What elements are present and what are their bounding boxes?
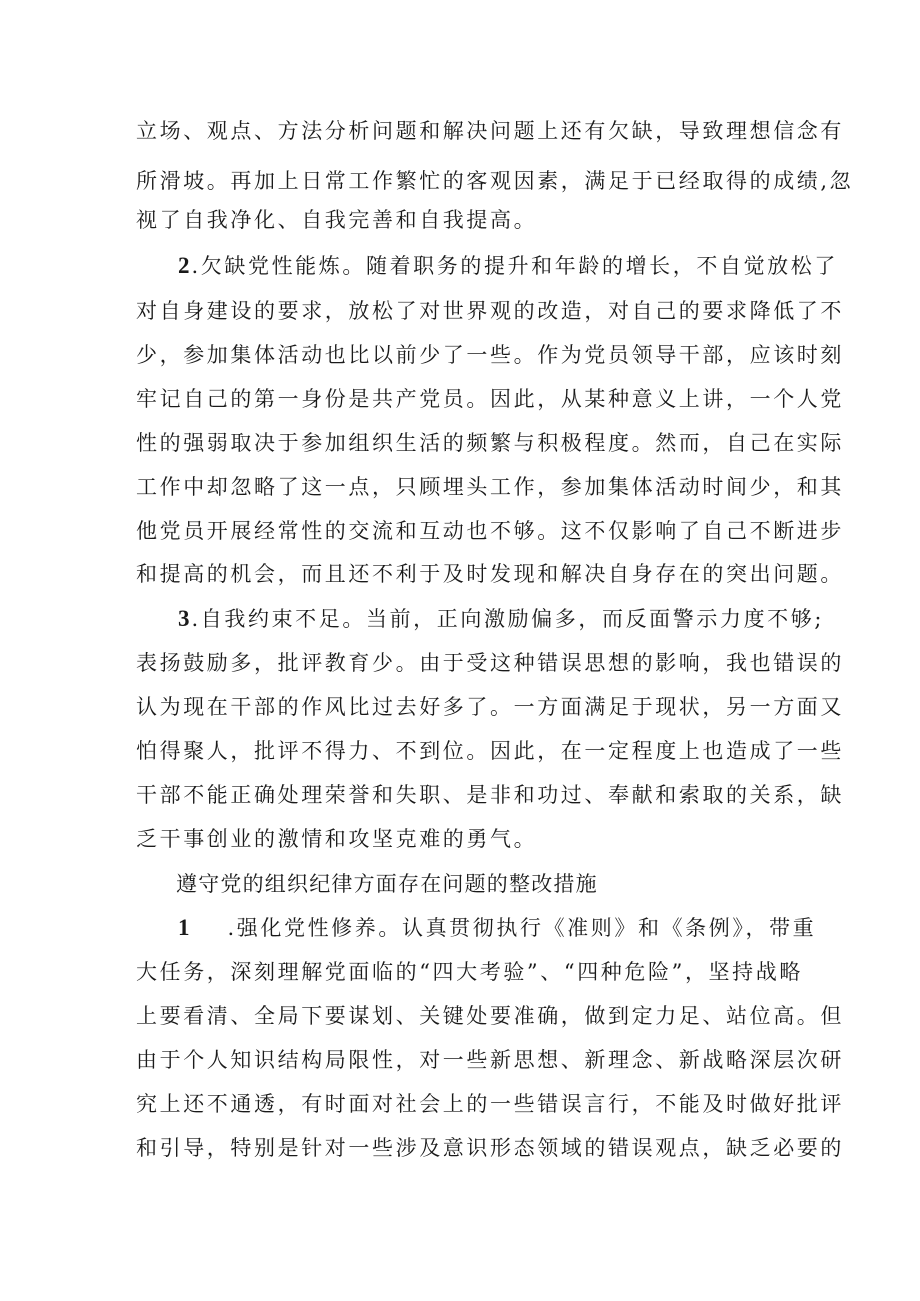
numbered-paragraph-first-line: [178, 914, 838, 942]
text-line: 性的强弱取决于参加组织生活的频繁与积极程度。然而，自己在实际: [136, 431, 844, 455]
text-line: .强化党性修养。认真贯彻执行《准则》和《条例》，带重: [227, 916, 817, 940]
text-line: 怕得聚人，批评不得力、不到位。因此，在一定程度上也造成了一些: [136, 739, 844, 763]
numbered-paragraph-first-line: [178, 252, 838, 280]
text-line: 和引导，特别是针对一些涉及意识形态领域的错误观点，缺乏必要的: [136, 1136, 844, 1160]
text-line: 乏干事创业的激情和攻坚克难的勇气。: [136, 827, 538, 851]
text-line: 少，参加集体活动也比以前少了一些。作为党员领导干部，应该时刻: [136, 343, 844, 367]
paragraph-number: 1: [178, 915, 190, 940]
text-line: 干部不能正确处理荣誉和失职、是非和功过、奉献和索取的关系，缺: [136, 783, 844, 807]
text-line: 和提高的机会，而且还不利于及时发现和解决自身存在的突出问题。: [136, 562, 844, 586]
text-line: 表扬鼓励多，批评教育少。由于受这种错误思想的影响，我也错误的: [136, 651, 844, 675]
paragraph-number: 3: [178, 606, 190, 631]
text-line: .自我约束不足。当前，正向激励偏多，而反面警示力度不够;: [191, 607, 825, 631]
text-line: 认为现在干部的作风比过去好多了。一方面满足于现状，另一方面又: [136, 695, 844, 719]
text-line: 由于个人知识结构局限性，对一些新思想、新理念、新战略深层次研: [136, 1048, 844, 1072]
section-heading: 遵守党的组织纪律方面存在问题的整改措施: [176, 872, 598, 896]
text-line: 所滑坡。再加上日常工作繁忙的客观因素，满足于已经取得的成绩,忽: [136, 169, 854, 193]
text-line: 究上还不通透，有时面对社会上的一些错误言行，不能及时做好批评: [136, 1092, 844, 1116]
text-line: 工作中却忽略了这一点，只顾埋头工作，参加集体活动时间少，和其: [136, 475, 844, 499]
text-line: 大任务，深刻理解党面临的“四大考验”、“四种危险”，坚持战略: [136, 960, 803, 984]
paragraph-number: 2: [178, 253, 190, 278]
text-line: 他党员开展经常性的交流和互动也不够。这不仅影响了自己不断进步: [136, 519, 844, 543]
text-line: 牢记自己的第一身份是共产党员。因此，从某种意义上讲，一个人党: [136, 387, 844, 411]
numbered-paragraph-first-line: [178, 605, 838, 633]
text-line: 立场、观点、方法分析问题和解决问题上还有欠缺，导致理想信念有: [136, 119, 844, 143]
text-line: .欠缺党性能炼。随着职务的提升和年龄的增长，不自觉放松了: [191, 254, 838, 278]
text-line: 上要看清、全局下要谋划、关键处要准确，做到定力足、站位高。但: [136, 1004, 844, 1028]
text-line: 视了自我净化、自我完善和自我提高。: [136, 208, 538, 232]
text-line: 对自身建设的要求，放松了对世界观的改造，对自己的要求降低了不: [136, 299, 844, 323]
